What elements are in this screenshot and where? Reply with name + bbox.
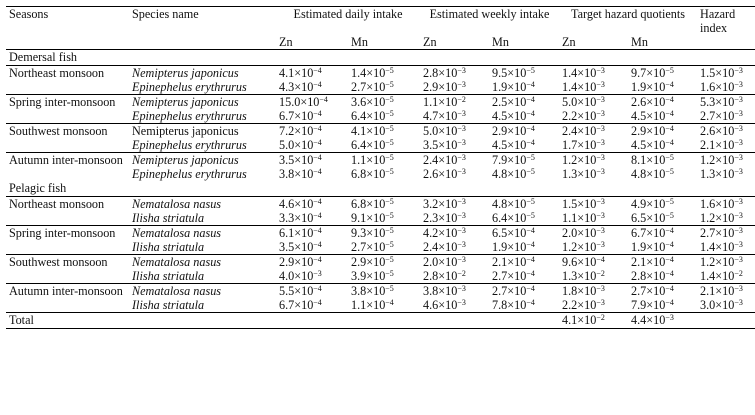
ewi-mn-cell: $2.1\times 10^{-4}$ — [489, 255, 559, 270]
species-cell: Epinephelus erythrurus — [132, 138, 247, 152]
table-row — [6, 226, 755, 241]
species-cell: Nemipterus japonicus — [129, 153, 276, 168]
thq-mn-cell: $1.9\times 10^{-4}$ — [631, 80, 674, 94]
species-cell: Nematalosa nasus — [129, 284, 276, 299]
thq-mn-cell: $2.7\times 10^{-4}$ — [628, 284, 697, 299]
hi-cell: $1.3\times 10^{-3}$ — [700, 167, 743, 181]
ewi-mn-cell: $4.5\times 10^{-4}$ — [492, 109, 535, 123]
season-cell: Spring inter-monsoon — [6, 226, 129, 241]
thq-zn-cell: $5.0\times 10^{-3}$ — [559, 95, 628, 110]
season-cell — [6, 109, 129, 124]
hi-cell: $3.0\times 10^{-3}$ — [700, 298, 743, 312]
edi-zn-cell: $6.7\times 10^{-4}$ — [279, 109, 322, 123]
season-cell — [6, 167, 129, 181]
table-row — [6, 109, 755, 124]
ewi-zn-cell: $4.2\times 10^{-3}$ — [420, 226, 489, 241]
ewi-mn-cell: $6.4\times 10^{-5}$ — [492, 211, 535, 225]
season-cell — [6, 138, 129, 153]
season-cell: Autumn inter-monsoon — [6, 153, 129, 168]
thq-mn-cell: $6.5\times 10^{-5}$ — [631, 211, 674, 225]
edi-zn-cell: $3.5\times 10^{-4}$ — [279, 240, 322, 254]
ewi-mn-cell: $4.5\times 10^{-4}$ — [492, 138, 535, 152]
species-cell: Nematalosa nasus — [132, 197, 222, 211]
table-row — [6, 138, 755, 153]
season-cell: Northeast monsoon — [9, 66, 105, 80]
edi-zn-cell: $6.7\times 10^{-4}$ — [279, 298, 322, 312]
hi-cell: $2.6\times 10^{-3}$ — [697, 124, 755, 139]
table-row — [6, 80, 755, 95]
season-cell — [6, 298, 129, 313]
species-cell: Nemipterus japonicus — [129, 95, 276, 110]
edi-mn-cell: $3.6\times 10^{-5}$ — [348, 95, 420, 110]
edi-mn-cell: $6.8\times 10^{-5}$ — [351, 197, 394, 211]
table-row — [6, 95, 755, 110]
season-cell: Southwest monsoon — [6, 255, 129, 270]
season-cell: Southwest monsoon — [6, 124, 129, 139]
ewi-zn-cell: $4.7\times 10^{-3}$ — [423, 109, 466, 123]
edi-mn-cell: $2.7\times 10^{-5}$ — [351, 240, 394, 254]
thq-zn-cell: $9.6\times 10^{-4}$ — [559, 255, 628, 270]
ewi-zn-cell: $3.5\times 10^{-3}$ — [423, 138, 466, 152]
edi-zn-cell: $6.1\times 10^{-4}$ — [276, 226, 348, 241]
ewi-zn-cell: $2.8\times 10^{-2}$ — [423, 269, 466, 283]
edi-mn-cell: $2.9\times 10^{-5}$ — [348, 255, 420, 270]
hi-cell: $2.1\times 10^{-3}$ — [700, 138, 743, 152]
hi-cell: $2.7\times 10^{-3}$ — [697, 226, 755, 241]
table-row — [6, 167, 755, 181]
edi-mn-cell: $3.9\times 10^{-5}$ — [351, 269, 394, 283]
ewi-zn-cell: $2.4\times 10^{-3}$ — [423, 240, 466, 254]
ewi-zn-cell: $5.0\times 10^{-3}$ — [420, 124, 489, 139]
season-cell — [6, 269, 129, 284]
species-header: Species name — [129, 7, 276, 36]
hi-cell: $1.2\times 10^{-3}$ — [700, 211, 743, 225]
edi-zn-cell: $4.0\times 10^{-3}$ — [279, 269, 322, 283]
hi-cell: $2.1\times 10^{-3}$ — [697, 284, 755, 299]
ewi-mn-cell: $7.8\times 10^{-4}$ — [492, 298, 535, 312]
ewi-mn-cell: $2.7\times 10^{-4}$ — [489, 284, 559, 299]
total-row — [6, 313, 755, 329]
edi-mn-cell: $3.8\times 10^{-5}$ — [348, 284, 420, 299]
thq-mn-cell: $6.7\times 10^{-4}$ — [628, 226, 697, 241]
edi-mn-cell: $1.1\times 10^{-5}$ — [348, 153, 420, 168]
species-cell: Nematalosa nasus — [129, 226, 276, 241]
species-cell: Ilisha striatula — [132, 211, 205, 225]
thq-mn-cell: $7.9\times 10^{-4}$ — [631, 298, 674, 312]
ewi-zn-cell: $2.4\times 10^{-3}$ — [420, 153, 489, 168]
species-cell: Ilisha striatula — [132, 269, 205, 283]
hi-cell: $1.5\times 10^{-3}$ — [700, 66, 743, 80]
edi-mn-cell: $1.4\times 10^{-5}$ — [351, 66, 394, 80]
thq-mn-cell: $1.9\times 10^{-4}$ — [631, 240, 674, 254]
thq-mn-cell: $9.7\times 10^{-5}$ — [631, 66, 674, 80]
thq-zn-header: Zn — [559, 35, 628, 50]
ewi-mn-cell: $6.5\times 10^{-4}$ — [489, 226, 559, 241]
ewi-mn-cell: $4.8\times 10^{-5}$ — [492, 167, 535, 181]
edi-zn-cell: $4.3\times 10^{-4}$ — [279, 80, 322, 94]
thq-mn-header: Mn — [628, 35, 697, 50]
edi-zn-cell: $5.5\times 10^{-4}$ — [276, 284, 348, 299]
edi-zn-cell: $5.0\times 10^{-4}$ — [279, 138, 322, 152]
ewi-mn-header: Mn — [489, 35, 559, 50]
group-label: Demersal fish — [6, 50, 755, 66]
edi-zn-cell: $3.5\times 10^{-4}$ — [276, 153, 348, 168]
ewi-zn-cell: $4.6\times 10^{-3}$ — [423, 298, 466, 312]
ewi-mn-cell: $9.5\times 10^{-5}$ — [492, 66, 535, 80]
hi-cell: $1.6\times 10^{-3}$ — [700, 197, 743, 211]
edi-zn-cell: $15.0\times 10^{-4}$ — [276, 95, 348, 110]
ewi-mn-cell: $7.9\times 10^{-5}$ — [489, 153, 559, 168]
species-cell: Epinephelus erythrurus — [132, 80, 247, 94]
thq-mn-cell: $4.9\times 10^{-5}$ — [631, 197, 674, 211]
species-cell: Epinephelus erythrurus — [132, 167, 247, 181]
group-label: Pelagic fish — [6, 181, 755, 197]
ewi-mn-cell: $1.9\times 10^{-4}$ — [492, 80, 535, 94]
ewi-zn-cell: $1.1\times 10^{-2}$ — [420, 95, 489, 110]
hi-cell: $1.6\times 10^{-3}$ — [700, 80, 743, 94]
thq-header: Target hazard quotients — [559, 7, 697, 36]
ewi-zn-cell: $3.2\times 10^{-3}$ — [423, 197, 466, 211]
edi-mn-cell: $6.4\times 10^{-5}$ — [351, 109, 394, 123]
hi-cell: $1.2\times 10^{-3}$ — [697, 153, 755, 168]
thq-mn-cell: $4.5\times 10^{-4}$ — [631, 138, 674, 152]
table-row — [6, 284, 755, 299]
table-row — [6, 197, 755, 212]
table-row — [6, 240, 755, 255]
thq-zn-cell: $1.5\times 10^{-3}$ — [562, 197, 605, 211]
table-row — [6, 124, 755, 139]
thq-mn-cell: $2.9\times 10^{-4}$ — [628, 124, 697, 139]
species-cell: Epinephelus erythrurus — [132, 109, 247, 123]
season-cell: Autumn inter-monsoon — [6, 284, 129, 299]
table-row — [6, 298, 755, 313]
thq-zn-cell: $1.3\times 10^{-3}$ — [562, 167, 605, 181]
thq-zn-cell: $1.4\times 10^{-3}$ — [562, 80, 605, 94]
ewi-mn-cell: $2.9\times 10^{-4}$ — [489, 124, 559, 139]
edi-zn-cell: $3.8\times 10^{-4}$ — [279, 167, 322, 181]
edi-mn-cell: $6.8\times 10^{-5}$ — [351, 167, 394, 181]
ewi-zn-cell: $3.8\times 10^{-3}$ — [420, 284, 489, 299]
edi-mn-cell: $6.4\times 10^{-5}$ — [351, 138, 394, 152]
thq-zn-cell: $1.2\times 10^{-3}$ — [559, 153, 628, 168]
table-row — [6, 255, 755, 270]
edi-mn-cell: $9.1\times 10^{-5}$ — [351, 211, 394, 225]
thq-zn-cell: $1.1\times 10^{-3}$ — [562, 211, 605, 225]
thq-mn-cell: $8.1\times 10^{-5}$ — [628, 153, 697, 168]
table-row — [6, 66, 755, 81]
thq-zn-cell: $2.2\times 10^{-3}$ — [562, 298, 605, 312]
edi-header: Estimated daily intake — [276, 7, 420, 36]
season-cell — [6, 211, 129, 226]
ewi-zn-cell: $2.3\times 10^{-3}$ — [423, 211, 466, 225]
season-cell — [6, 80, 129, 95]
season-cell: Northeast monsoon — [9, 197, 105, 211]
edi-mn-header: Mn — [348, 35, 420, 50]
edi-zn-cell: $4.6\times 10^{-4}$ — [279, 197, 322, 211]
edi-mn-cell: $9.3\times 10^{-5}$ — [348, 226, 420, 241]
ewi-mn-cell: $2.5\times 10^{-4}$ — [489, 95, 559, 110]
hi-header: Hazard index — [697, 7, 755, 36]
species-cell: Nemipterus japonicus — [129, 124, 276, 139]
header-row — [6, 7, 755, 36]
table-row — [6, 211, 755, 226]
thq-zn-cell: $2.4\times 10^{-3}$ — [559, 124, 628, 139]
species-cell: Nemipterus japonicus — [132, 66, 239, 80]
subheader-row — [6, 35, 755, 50]
thq-mn-cell: $4.5\times 10^{-4}$ — [631, 109, 674, 123]
thq-zn-cell: $1.8\times 10^{-3}$ — [559, 284, 628, 299]
season-cell: Spring inter-monsoon — [6, 95, 129, 110]
thq-zn-cell: $1.2\times 10^{-3}$ — [562, 240, 605, 254]
ewi-mn-cell: $1.9\times 10^{-4}$ — [492, 240, 535, 254]
thq-mn-cell: $2.8\times 10^{-4}$ — [631, 269, 674, 283]
thq-zn-cell: $2.0\times 10^{-3}$ — [559, 226, 628, 241]
thq-zn-cell: $2.2\times 10^{-3}$ — [562, 109, 605, 123]
ewi-zn-cell: $2.6\times 10^{-3}$ — [423, 167, 466, 181]
edi-zn-cell: $2.9\times 10^{-4}$ — [276, 255, 348, 270]
hi-cell: $2.7\times 10^{-3}$ — [700, 109, 743, 123]
species-cell: Nematalosa nasus — [129, 255, 276, 270]
total-thq-mn: $4.4\times 10^{-3}$ — [628, 313, 697, 329]
season-cell — [6, 240, 129, 255]
total-thq-zn: $4.1\times 10^{-2}$ — [559, 313, 628, 329]
edi-zn-cell: $3.3\times 10^{-4}$ — [279, 211, 322, 225]
ewi-zn-header: Zn — [420, 35, 489, 50]
thq-zn-cell: $1.4\times 10^{-3}$ — [562, 66, 605, 80]
thq-zn-cell: $1.3\times 10^{-2}$ — [562, 269, 605, 283]
table-row — [6, 153, 755, 168]
thq-zn-cell: $1.7\times 10^{-3}$ — [562, 138, 605, 152]
edi-mn-cell: $1.1\times 10^{-4}$ — [351, 298, 394, 312]
edi-mn-cell: $2.7\times 10^{-5}$ — [351, 80, 394, 94]
hi-cell: $1.4\times 10^{-3}$ — [700, 240, 743, 254]
thq-mn-cell: $2.1\times 10^{-4}$ — [628, 255, 697, 270]
ewi-zn-cell: $2.8\times 10^{-3}$ — [423, 66, 466, 80]
edi-zn-cell: $7.2\times 10^{-4}$ — [276, 124, 348, 139]
thq-mn-cell: $2.6\times 10^{-4}$ — [628, 95, 697, 110]
edi-mn-cell: $4.1\times 10^{-5}$ — [348, 124, 420, 139]
thq-mn-cell: $4.8\times 10^{-5}$ — [631, 167, 674, 181]
hi-cell: $1.2\times 10^{-3}$ — [697, 255, 755, 270]
ewi-mn-cell: $2.7\times 10^{-4}$ — [492, 269, 535, 283]
group-row-demersal — [6, 50, 755, 66]
edi-zn-cell: $4.1\times 10^{-4}$ — [279, 66, 322, 80]
table-row — [6, 269, 755, 284]
species-cell: Ilisha striatula — [132, 240, 205, 254]
ewi-mn-cell: $4.8\times 10^{-5}$ — [492, 197, 535, 211]
risk-assessment-table — [6, 6, 755, 329]
hi-cell: $5.3\times 10^{-3}$ — [697, 95, 755, 110]
table-body — [6, 50, 755, 329]
edi-zn-header: Zn — [276, 35, 348, 50]
ewi-header: Estimated weekly intake — [420, 7, 559, 36]
hi-cell: $1.4\times 10^{-2}$ — [700, 269, 743, 283]
group-row-pelagic — [6, 181, 755, 197]
ewi-zn-cell: $2.9\times 10^{-3}$ — [423, 80, 466, 94]
species-cell: Ilisha striatula — [132, 298, 205, 312]
seasons-header: Seasons — [6, 7, 129, 36]
ewi-zn-cell: $2.0\times 10^{-3}$ — [420, 255, 489, 270]
total-label: Total — [6, 313, 129, 329]
